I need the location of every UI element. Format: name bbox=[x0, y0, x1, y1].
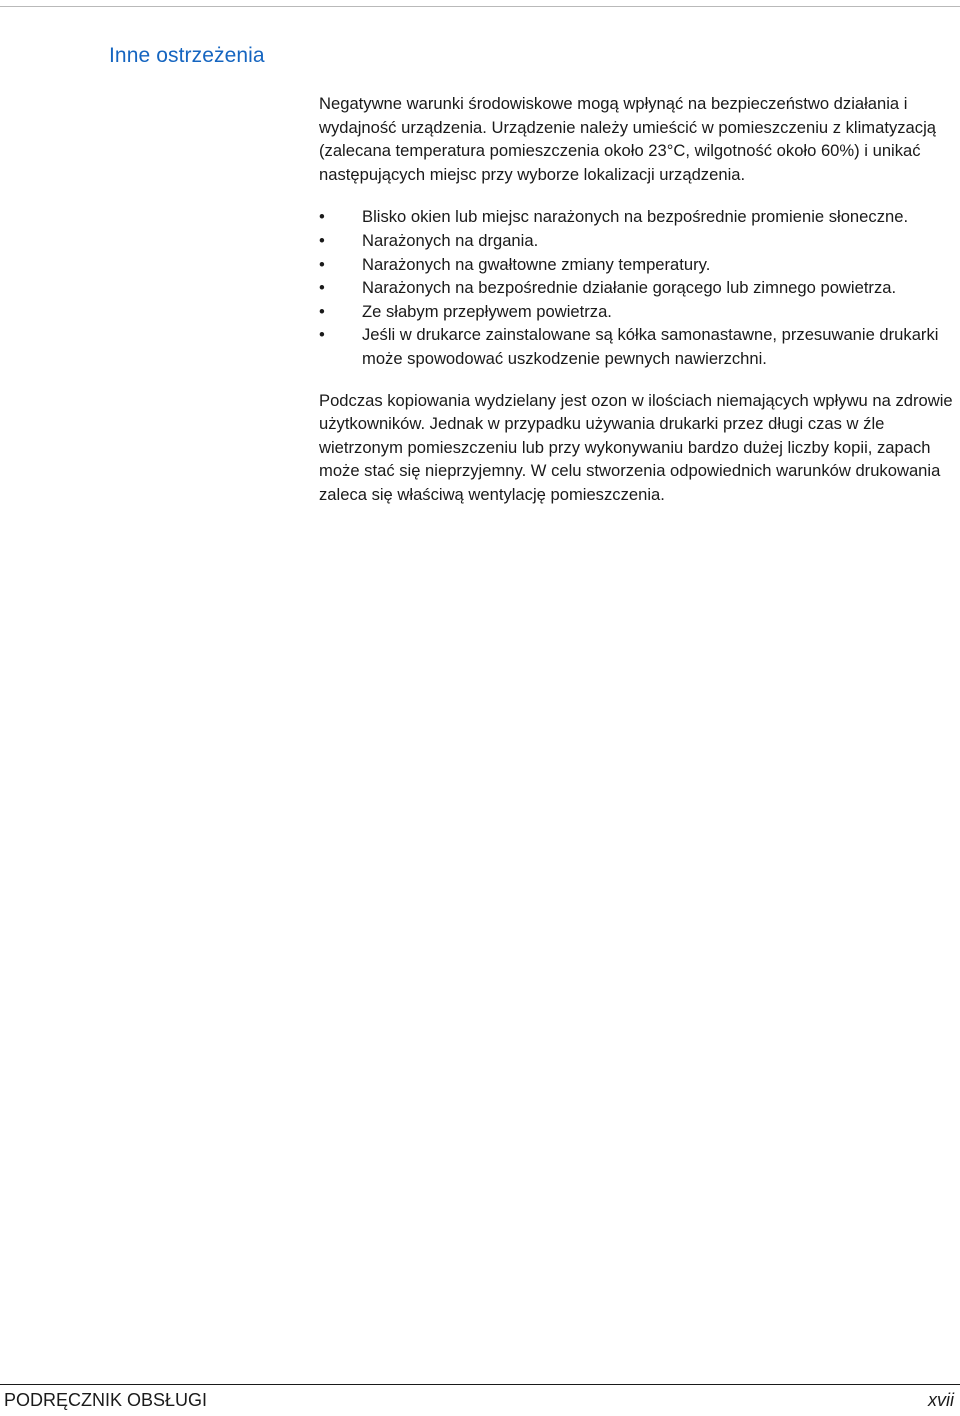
list-item bbox=[319, 229, 955, 253]
bullet-icon: • bbox=[319, 230, 325, 250]
list-item bbox=[319, 300, 955, 324]
list-item-text: Ze słabym przepływem powietrza. bbox=[362, 301, 612, 321]
list-item bbox=[319, 323, 955, 370]
bullet-icon: • bbox=[319, 207, 325, 227]
intro-paragraph: Negatywne warunki środowiskowe mogą wpłynąć na bezpieczeństwo działania i wydajność urządzenia. Urządzenie należy umieścić w pomieszczeniu z klimatyzacją (zalecana temperatura pomieszczenia około 23°C, wilgotność około 60%) i unikać następujących miejsc przy wyborze lokalizacji urządzenia. bbox=[319, 94, 936, 184]
section-body bbox=[319, 92, 955, 507]
list-item-text: Narażonych na bezpośrednie działanie gorącego lub zimnego powietrza. bbox=[362, 278, 897, 298]
footer-manual-title: PODRĘCZNIK OBSŁUGI bbox=[4, 1390, 208, 1410]
footer-page-number: xvii bbox=[928, 1390, 954, 1410]
list-item bbox=[319, 276, 955, 300]
section-heading: Inne ostrzeżenia bbox=[109, 44, 265, 67]
list-item-text: Narażonych na drgania. bbox=[362, 230, 539, 250]
list-item bbox=[319, 253, 955, 277]
footer-rule bbox=[0, 1384, 960, 1385]
ozone-paragraph: Podczas kopiowania wydzielany jest ozon w ilościach niemających wpływu na zdrowie użytkowników. Jednak w przypadku używania drukarki przez długi czas w źle wietrzonym pomieszczeniu lub przy wykonywaniu bardzo dużej liczby kopii, zapach może stać się nieprzyjemny. W celu stworzenia odpowiednich warunków drukowania zaleca się właściwą wentylację pomieszczenia. bbox=[319, 390, 953, 504]
list-item bbox=[319, 205, 955, 229]
list-item-text: Blisko okien lub miejsc narażonych na bezpośrednie promienie słoneczne. bbox=[362, 207, 909, 227]
bullet-icon: • bbox=[319, 278, 325, 298]
list-item-text: Jeśli w drukarce zainstalowane są kółka samonastawne, przesuwanie drukarki może spowodować uszkodzenie pewnych nawierzchni. bbox=[362, 325, 939, 368]
list-item-text: Narażonych na gwałtowne zmiany temperatury. bbox=[362, 254, 711, 274]
bullet-icon: • bbox=[319, 254, 325, 274]
header-rule bbox=[0, 6, 960, 7]
conditions-list bbox=[319, 205, 955, 370]
bullet-icon: • bbox=[319, 325, 325, 345]
bullet-icon: • bbox=[319, 301, 325, 321]
